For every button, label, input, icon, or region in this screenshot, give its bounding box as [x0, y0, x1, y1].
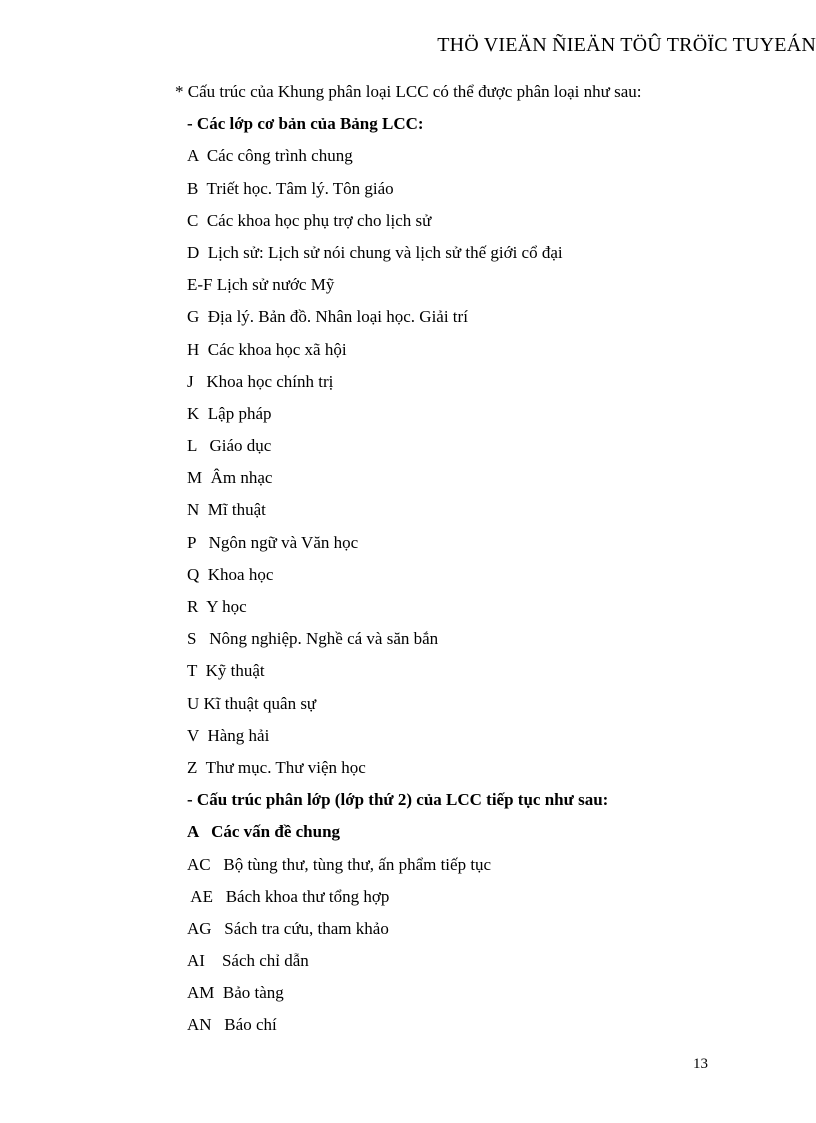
- list-item: T Kỹ thuật: [187, 661, 265, 681]
- list-item: R Y học: [187, 597, 247, 616]
- list-item: A Các công trình chung: [187, 146, 353, 166]
- list-item: H Các khoa học xã hội: [187, 339, 347, 359]
- list-item: L Giáo dục: [187, 436, 272, 456]
- list-item: AN Báo chí: [187, 1015, 277, 1035]
- list-item: M Âm nhạc: [187, 468, 273, 488]
- list-item: Z Thư mục. Thư viện học: [187, 757, 366, 777]
- section-heading: - Cấu trúc phân lớp (lớp thứ 2) của LCC tiếp tục như sau:: [187, 790, 609, 810]
- list-item: P Ngôn ngữ và Văn học: [187, 532, 359, 552]
- intro-line: * Cấu trúc của Khung phân loại LCC có thể được phân loại như sau:: [175, 82, 642, 101]
- list-item: D Lịch sử: Lịch sử nói chung và lịch sử thế giới cổ đại: [187, 242, 563, 262]
- list-item: AE Bách khoa thư tổng hợp: [187, 886, 390, 906]
- list-item: J Khoa học chính trị: [187, 371, 334, 391]
- list-item: Q Khoa học: [187, 564, 274, 584]
- subsection-heading: A Các vấn đề chung: [187, 822, 341, 842]
- document-body: [175, 76, 787, 1042]
- section-heading: - Các lớp cơ bản của Bảng LCC:: [187, 114, 424, 134]
- list-item: C Các khoa học phụ trợ cho lịch sử: [187, 210, 432, 230]
- list-item: S Nông nghiệp. Nghề cá và săn bắn: [187, 629, 439, 649]
- list-item: AG Sách tra cứu, tham khảo: [187, 918, 389, 938]
- list-item: U Kĩ thuật quân sự: [187, 693, 317, 713]
- page-header: THÖ VIEÄN ÑIEÄN TÖÛ TRÖÏC TUYEÁN: [437, 34, 816, 56]
- list-item: E-F Lịch sử nước Mỹ: [187, 275, 335, 295]
- list-item: B Triết học. Tâm lý. Tôn giáo: [187, 178, 394, 198]
- page-number: 13: [693, 1056, 708, 1072]
- list-item: G Địa lý. Bản đồ. Nhân loại học. Giải trí: [187, 307, 468, 327]
- list-item: K Lập pháp: [187, 403, 272, 423]
- list-item: AC Bộ tùng thư, tùng thư, ấn phẩm tiếp tục: [187, 854, 492, 874]
- list-item: AM Bảo tàng: [187, 983, 284, 1003]
- list-item: AI Sách chỉ dẫn: [187, 951, 309, 971]
- list-item: N Mĩ thuật: [187, 500, 266, 520]
- list-item: V Hàng hải: [187, 725, 270, 745]
